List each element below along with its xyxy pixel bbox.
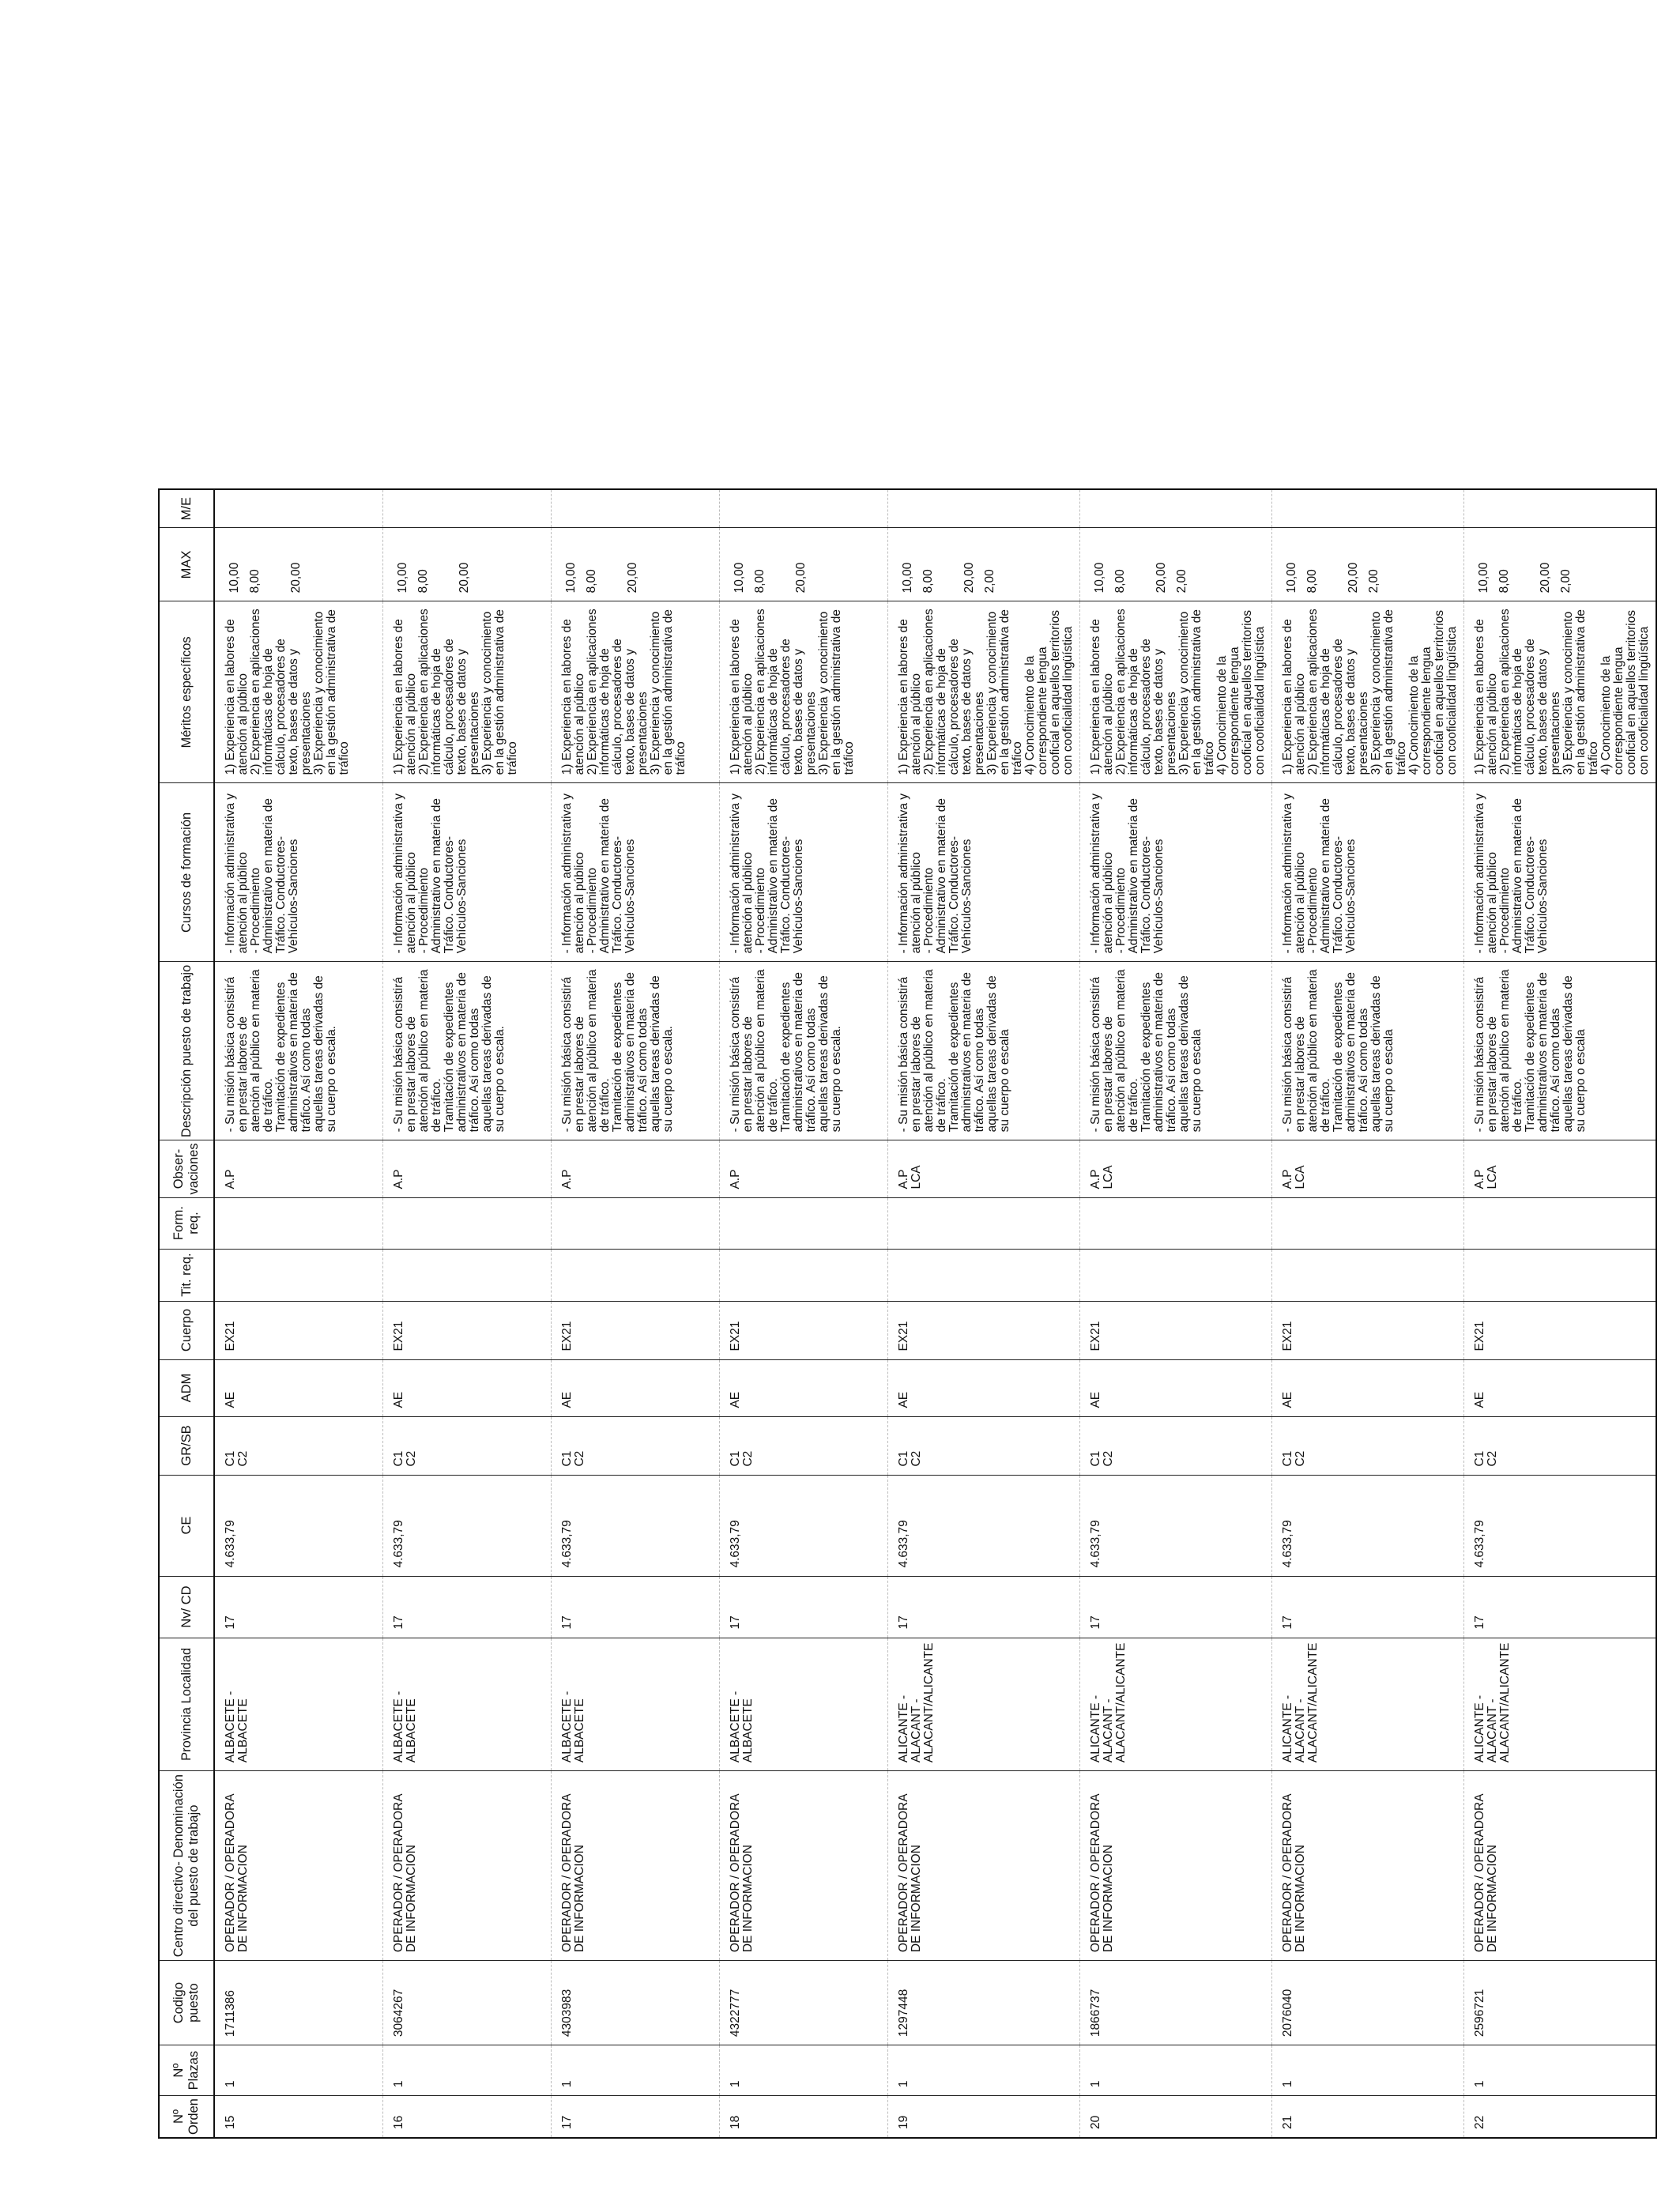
cell-orden: 22 [1463, 2096, 1656, 2138]
cell-nivel: 17 [1463, 1576, 1656, 1638]
cell-descripcion: - Su misión básica consistirá en prestar labores de atención al público en materia de tráfico. Tramitación de expedientes administrativos en materia de tráfico. Así como todas aquellas tareas derivadas de su cuerpo o escala. [719, 962, 887, 1140]
cell-cursos: - Información administrativa y atención al público - Procedimiento Administrativo en materia de Tráfico. Conductores-Vehículos-Sanciones [1079, 783, 1271, 962]
table-row [551, 489, 719, 2138]
cell-provincia: ALICANTE - ALACANT - ALACANT/ALICANTE [1463, 1638, 1656, 1771]
cell-observaciones: A.P LCA [1079, 1140, 1271, 1197]
cell-descripcion: - Su misión básica consistirá en prestar labores de atención al público en materia de tráfico. Tramitación de expedientes administrativos en materia de tráfico. Así como todas aquellas tareas derivadas de su cuerpo o escala [887, 962, 1079, 1140]
header-meritos: Méritos específicos [159, 601, 214, 783]
cell-grupo: C1 C2 [719, 1416, 887, 1475]
cell-me [1463, 489, 1656, 528]
cell-nivel: 17 [1271, 1576, 1463, 1638]
cell-meritos: 1) Experiencia en labores de atención al público 2) Experiencia en aplicaciones informáticas de hoja de cálculo, procesadores de texto, bases de datos y presentaciones 3) Experiencia y conocimiento en la gestión administrativa de tráfico 4) Conocimiento de la correspondiente lengua cooficial en aquellos territorios con cooficialidad lingüística [1271, 601, 1463, 783]
cell-plazas: 1 [214, 2045, 382, 2096]
header-max: MAX [159, 528, 214, 601]
cell-observaciones: A.P [382, 1140, 551, 1197]
cell-orden: 19 [887, 2096, 1079, 2138]
table-row [1079, 489, 1271, 2138]
cell-plazas: 1 [1079, 2045, 1271, 2096]
cell-cuerpo: EX21 [887, 1301, 1079, 1359]
cell-meritos: 1) Experiencia en labores de atención al público 2) Experiencia en aplicaciones informáticas de hoja de cálculo, procesadores de texto, bases de datos y presentaciones 3) Experiencia y conocimiento en la gestión administrativa de tráfico [382, 601, 551, 783]
table-row [214, 489, 382, 2138]
cell-formacion [1271, 1197, 1463, 1249]
header-formacion: Form. req. [159, 1197, 214, 1249]
cell-titulacion [551, 1249, 719, 1301]
cell-me [887, 489, 1079, 528]
cell-orden: 21 [1271, 2096, 1463, 2138]
cell-plazas: 1 [887, 2045, 1079, 2096]
cell-centro: OPERADOR / OPERADORA DE INFORMACION [887, 1771, 1079, 1961]
cell-plazas: 1 [719, 2045, 887, 2096]
cell-orden: 18 [719, 2096, 887, 2138]
positions-table [158, 488, 1657, 2139]
cell-centro: OPERADOR / OPERADORA DE INFORMACION [382, 1771, 551, 1961]
cell-me [719, 489, 887, 528]
cell-ce: 4.633,79 [1463, 1475, 1656, 1576]
header-me: M/E [159, 489, 214, 528]
cell-me [551, 489, 719, 528]
cell-grupo: C1 C2 [1079, 1416, 1271, 1475]
cell-meritos: 1) Experiencia en labores de atención al público 2) Experiencia en aplicaciones informáticas de hoja de cálculo, procesadores de texto, bases de datos y presentaciones 3) Experiencia y conocimiento en la gestión administrativa de tráfico 4) Conocimiento de la correspondiente lengua cooficial en aquellos territorios con cooficialidad lingüística [1079, 601, 1271, 783]
cell-max: 10,00 8,00 20,00 [719, 528, 887, 601]
cell-plazas: 1 [551, 2045, 719, 2096]
table-body [214, 489, 1656, 2138]
header-ce: CE [159, 1475, 214, 1576]
header-nivel: Nv/ CD [159, 1576, 214, 1638]
cell-nivel: 17 [551, 1576, 719, 1638]
cell-formacion [551, 1197, 719, 1249]
cell-descripcion: - Su misión básica consistirá en prestar labores de atención al público en materia de tráfico. Tramitación de expedientes administrativos en materia de tráfico. Así como todas aquellas tareas derivadas de su cuerpo o escala [1079, 962, 1271, 1140]
cell-nivel: 17 [887, 1576, 1079, 1638]
cell-observaciones: A.P [719, 1140, 887, 1197]
cell-me [382, 489, 551, 528]
cell-titulacion [1079, 1249, 1271, 1301]
table-row [382, 489, 551, 2138]
cell-ce: 4.633,79 [887, 1475, 1079, 1576]
cell-cuerpo: EX21 [214, 1301, 382, 1359]
cell-titulacion [1463, 1249, 1656, 1301]
cell-plazas: 1 [382, 2045, 551, 2096]
cell-formacion [214, 1197, 382, 1249]
table-row [719, 489, 887, 2138]
cell-adm: AE [1271, 1359, 1463, 1416]
cell-max: 10,00 8,00 20,00 2,00 [1271, 528, 1463, 601]
cell-grupo: C1 C2 [1463, 1416, 1656, 1475]
cell-max: 10,00 8,00 20,00 2,00 [1463, 528, 1656, 601]
cell-cursos: - Información administrativa y atención al público - Procedimiento Administrativo en materia de Tráfico. Conductores-Vehículos-Sanciones [719, 783, 887, 962]
cell-provincia: ALICANTE - ALACANT - ALACANT/ALICANTE [887, 1638, 1079, 1771]
cell-cuerpo: EX21 [1271, 1301, 1463, 1359]
cell-orden: 15 [214, 2096, 382, 2138]
cell-orden: 17 [551, 2096, 719, 2138]
cell-observaciones: A.P LCA [1271, 1140, 1463, 1197]
cell-ce: 4.633,79 [719, 1475, 887, 1576]
cell-orden: 16 [382, 2096, 551, 2138]
cell-observaciones: A.P LCA [1463, 1140, 1656, 1197]
table-row [1271, 489, 1463, 2138]
cell-plazas: 1 [1271, 2045, 1463, 2096]
cell-me [214, 489, 382, 528]
cell-grupo: C1 C2 [214, 1416, 382, 1475]
cell-descripcion: - Su misión básica consistirá en prestar labores de atención al público en materia de tráfico. Tramitación de expedientes administrativos en materia de tráfico. Así como todas aquellas tareas derivadas de su cuerpo o escala. [551, 962, 719, 1140]
cell-descripcion: - Su misión básica consistirá en prestar labores de atención al público en materia de tráfico. Tramitación de expedientes administrativos en materia de tráfico. Así como todas aquellas tareas derivadas de su cuerpo o escala [1463, 962, 1656, 1140]
cell-centro: OPERADOR / OPERADORA DE INFORMACION [551, 1771, 719, 1961]
cell-codigo: 1866737 [1079, 1961, 1271, 2045]
cell-cursos: - Información administrativa y atención al público - Procedimiento Administrativo en materia de Tráfico. Conductores-Vehículos-Sanciones [1463, 783, 1656, 962]
cell-provincia: ALBACETE - ALBACETE [719, 1638, 887, 1771]
header-centro: Centro directivo- Denominación del puesto de trabajo [159, 1771, 214, 1961]
cell-provincia: ALBACETE - ALBACETE [551, 1638, 719, 1771]
header-observaciones: Obser- vaciones [159, 1140, 214, 1197]
cell-codigo: 4303983 [551, 1961, 719, 2045]
cell-grupo: C1 C2 [887, 1416, 1079, 1475]
cell-adm: AE [214, 1359, 382, 1416]
cell-codigo: 1297448 [887, 1961, 1079, 2045]
cell-adm: AE [887, 1359, 1079, 1416]
cell-provincia: ALBACETE - ALBACETE [382, 1638, 551, 1771]
cell-provincia: ALICANTE - ALACANT - ALACANT/ALICANTE [1271, 1638, 1463, 1771]
header-orden: Nº Orden [159, 2096, 214, 2138]
cell-codigo: 3064267 [382, 1961, 551, 2045]
cell-meritos: 1) Experiencia en labores de atención al público 2) Experiencia en aplicaciones informáticas de hoja de cálculo, procesadores de texto, bases de datos y presentaciones 3) Experiencia y conocimiento en la gestión administrativa de tráfico 4) Conocimiento de la correspondiente lengua cooficial en aquellos territorios con cooficialidad lingüística [887, 601, 1079, 783]
cell-max: 10,00 8,00 20,00 2,00 [887, 528, 1079, 601]
cell-nivel: 17 [1079, 1576, 1271, 1638]
cell-titulacion [382, 1249, 551, 1301]
cell-descripcion: - Su misión básica consistirá en prestar labores de atención al público en materia de tráfico. Tramitación de expedientes administrativos en materia de tráfico. Así como todas aquellas tareas derivadas de su cuerpo o escala [1271, 962, 1463, 1140]
cell-cuerpo: EX21 [382, 1301, 551, 1359]
cell-max: 10,00 8,00 20,00 [214, 528, 382, 601]
header-grupo: GR/SB [159, 1416, 214, 1475]
cell-cursos: - Información administrativa y atención al público - Procedimiento Administrativo en materia de Tráfico. Conductores-Vehículos-Sanciones [214, 783, 382, 962]
cell-nivel: 17 [719, 1576, 887, 1638]
header-cuerpo: Cuerpo [159, 1301, 214, 1359]
cell-centro: OPERADOR / OPERADORA DE INFORMACION [719, 1771, 887, 1961]
cell-meritos: 1) Experiencia en labores de atención al público 2) Experiencia en aplicaciones informáticas de hoja de cálculo, procesadores de texto, bases de datos y presentaciones 3) Experiencia y conocimiento en la gestión administrativa de tráfico 4) Conocimiento de la correspondiente lengua cooficial en aquellos territorios con cooficialidad lingüística [1463, 601, 1656, 783]
cell-codigo: 2076040 [1271, 1961, 1463, 2045]
cell-nivel: 17 [214, 1576, 382, 1638]
cell-ce: 4.633,79 [214, 1475, 382, 1576]
cell-titulacion [1271, 1249, 1463, 1301]
cell-plazas: 1 [1463, 2045, 1656, 2096]
cell-ce: 4.633,79 [551, 1475, 719, 1576]
cell-codigo: 2596721 [1463, 1961, 1656, 2045]
cell-descripcion: - Su misión básica consistirá en prestar labores de atención al público en materia de tráfico. Tramitación de expedientes administrativos en materia de tráfico. Así como todas aquellas tareas derivadas de su cuerpo o escala. [214, 962, 382, 1140]
cell-codigo: 1711386 [214, 1961, 382, 2045]
cell-max: 10,00 8,00 20,00 [382, 528, 551, 601]
cell-cursos: - Información administrativa y atención al público - Procedimiento Administrativo en materia de Tráfico. Conductores-Vehículos-Sanciones [887, 783, 1079, 962]
cell-grupo: C1 C2 [551, 1416, 719, 1475]
cell-me [1271, 489, 1463, 528]
cell-observaciones: A.P [551, 1140, 719, 1197]
cell-grupo: C1 C2 [1271, 1416, 1463, 1475]
cell-observaciones: A.P [214, 1140, 382, 1197]
cell-adm: AE [1079, 1359, 1271, 1416]
cell-codigo: 4322777 [719, 1961, 887, 2045]
cell-observaciones: A.P LCA [887, 1140, 1079, 1197]
cell-adm: AE [551, 1359, 719, 1416]
cell-titulacion [887, 1249, 1079, 1301]
cell-centro: OPERADOR / OPERADORA DE INFORMACION [1079, 1771, 1271, 1961]
cell-grupo: C1 C2 [382, 1416, 551, 1475]
cell-centro: OPERADOR / OPERADORA DE INFORMACION [214, 1771, 382, 1961]
cell-cursos: - Información administrativa y atención al público - Procedimiento Administrativo en materia de Tráfico. Conductores-Vehículos-Sanciones [551, 783, 719, 962]
header-titulacion: Tit. req. [159, 1249, 214, 1301]
cell-titulacion [719, 1249, 887, 1301]
cell-meritos: 1) Experiencia en labores de atención al público 2) Experiencia en aplicaciones informáticas de hoja de cálculo, procesadores de texto, bases de datos y presentaciones 3) Experiencia y conocimiento en la gestión administrativa de tráfico [214, 601, 382, 783]
cell-formacion [1463, 1197, 1656, 1249]
cell-formacion [719, 1197, 887, 1249]
cell-cuerpo: EX21 [551, 1301, 719, 1359]
header-descripcion: Descripción puesto de trabajo [159, 962, 214, 1140]
cell-centro: OPERADOR / OPERADORA DE INFORMACION [1271, 1771, 1463, 1961]
cell-me [1079, 489, 1271, 528]
cell-cursos: - Información administrativa y atención al público - Procedimiento Administrativo en materia de Tráfico. Conductores-Vehículos-Sanciones [1271, 783, 1463, 962]
header-plazas: Nº Plazas [159, 2045, 214, 2096]
cell-adm: AE [1463, 1359, 1656, 1416]
cell-centro: OPERADOR / OPERADORA DE INFORMACION [1463, 1771, 1656, 1961]
cell-meritos: 1) Experiencia en labores de atención al público 2) Experiencia en aplicaciones informáticas de hoja de cálculo, procesadores de texto, bases de datos y presentaciones 3) Experiencia y conocimiento en la gestión administrativa de tráfico [719, 601, 887, 783]
cell-meritos: 1) Experiencia en labores de atención al público 2) Experiencia en aplicaciones informáticas de hoja de cálculo, procesadores de texto, bases de datos y presentaciones 3) Experiencia y conocimiento en la gestión administrativa de tráfico [551, 601, 719, 783]
cell-ce: 4.633,79 [1271, 1475, 1463, 1576]
cell-max: 10,00 8,00 20,00 [551, 528, 719, 601]
cell-orden: 20 [1079, 2096, 1271, 2138]
cell-provincia: ALICANTE - ALACANT - ALACANT/ALICANTE [1079, 1638, 1271, 1771]
header-row [159, 489, 214, 2138]
header-codigo: Codigo puesto [159, 1961, 214, 2045]
cell-nivel: 17 [382, 1576, 551, 1638]
cell-titulacion [214, 1249, 382, 1301]
cell-cursos: - Información administrativa y atención al público - Procedimiento Administrativo en materia de Tráfico. Conductores-Vehículos-Sanciones [382, 783, 551, 962]
cell-provincia: ALBACETE - ALBACETE [214, 1638, 382, 1771]
table-row [887, 489, 1079, 2138]
header-provincia: Provincia Localidad [159, 1638, 214, 1771]
header-adm: ADM [159, 1359, 214, 1416]
header-cursos: Cursos de formación [159, 783, 214, 962]
cell-cuerpo: EX21 [1463, 1301, 1656, 1359]
cell-formacion [1079, 1197, 1271, 1249]
cell-formacion [887, 1197, 1079, 1249]
cell-cuerpo: EX21 [1079, 1301, 1271, 1359]
cell-adm: AE [719, 1359, 887, 1416]
cell-max: 10,00 8,00 20,00 2,00 [1079, 528, 1271, 601]
cell-ce: 4.633,79 [1079, 1475, 1271, 1576]
table-row [1463, 489, 1656, 2138]
cell-descripcion: - Su misión básica consistirá en prestar labores de atención al público en materia de tráfico. Tramitación de expedientes administrativos en materia de tráfico. Así como todas aquellas tareas derivadas de su cuerpo o escala. [382, 962, 551, 1140]
cell-ce: 4.633,79 [382, 1475, 551, 1576]
cell-cuerpo: EX21 [719, 1301, 887, 1359]
cell-formacion [382, 1197, 551, 1249]
cell-adm: AE [382, 1359, 551, 1416]
